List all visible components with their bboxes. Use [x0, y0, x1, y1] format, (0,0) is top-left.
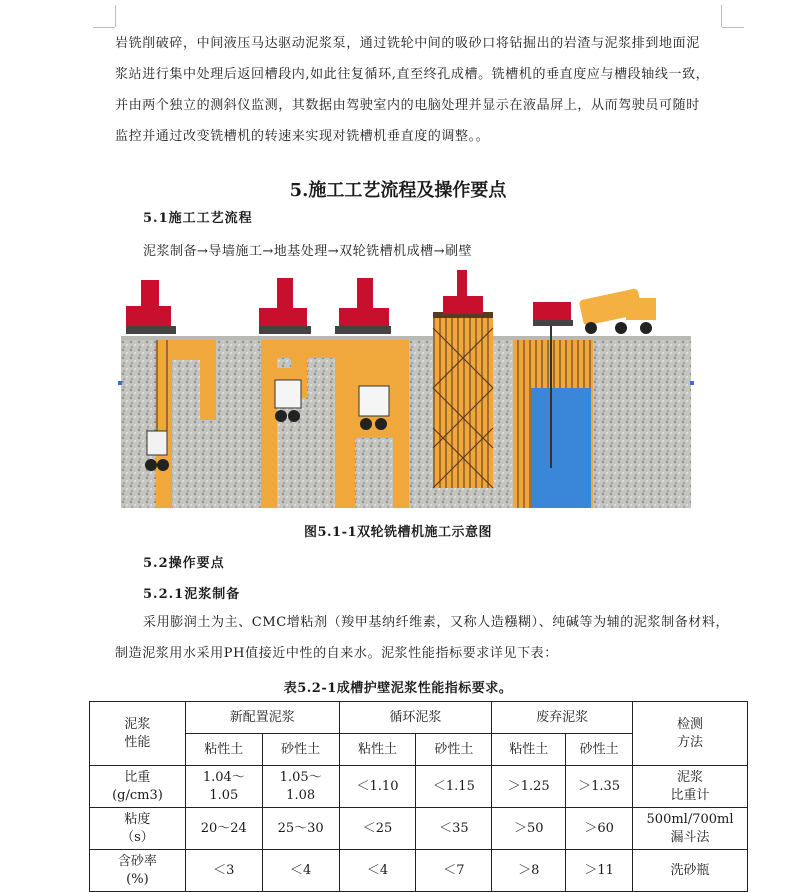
- header-group: 新配置泥浆: [185, 702, 339, 734]
- table-cell: ＞1.35: [566, 766, 633, 808]
- crop-mark-right-h: [722, 27, 744, 28]
- section-5-2-1-heading: 5.2.1泥浆制备: [143, 587, 241, 602]
- table-cell: ＜4: [262, 850, 339, 892]
- selection-handle[interactable]: [690, 381, 694, 385]
- table-row-sand-content: [90, 850, 748, 892]
- table-cell: ＞60: [566, 808, 633, 850]
- intro-line: 岩铣削破碎，中间液压马达驱动泥浆泵，通过铣轮中间的吸砂口将钻掘出的岩渣与泥浆排到地面泥: [115, 36, 700, 51]
- crop-mark-left-h: [93, 27, 115, 28]
- intro-line: 监控并通过改变铣槽机的转速来实现对铣槽机垂直度的调整。。: [115, 129, 490, 144]
- section-5-1-heading: 5.1施工工艺流程: [143, 211, 253, 226]
- table-cell: ＜4: [339, 850, 416, 892]
- process-flow: 泥浆制备→导墙施工→地基处理→双轮铣槽机成槽→刷壁: [143, 244, 473, 259]
- header-soil: 粘性土: [185, 734, 262, 766]
- table-cell: ＜35: [416, 808, 492, 850]
- header-corner: 泥浆 性能: [90, 702, 186, 766]
- selection-handle[interactable]: [118, 381, 122, 385]
- slurry-performance-table: [89, 701, 748, 892]
- table-caption: 表5.2-1成槽护壁泥浆性能指标要求。: [283, 681, 513, 696]
- slurry-line: 制造泥浆用水采用PH值接近中性的自来水。泥浆性能指标要求详见下表：: [115, 646, 558, 661]
- table-cell: 1.05～ 1.08: [262, 766, 339, 808]
- trench-cutter-diagram: [121, 268, 691, 508]
- row-label: 粘度 （s）: [90, 808, 186, 850]
- table-cell: 25～30: [262, 808, 339, 850]
- intro-line: 并由两个独立的测斜仪监测，其数据由驾驶室内的电脑处理并显示在液晶屏上，从而驾驶员可随时: [115, 98, 700, 113]
- table-cell: ＜3: [185, 850, 262, 892]
- section-5-heading: 5.施工工艺流程及操作要点: [289, 180, 507, 201]
- table-cell: 20～24: [185, 808, 262, 850]
- header-group: 循环泥浆: [339, 702, 492, 734]
- table-cell: ＜7: [416, 850, 492, 892]
- table-row-density: [90, 766, 748, 808]
- figure-caption: 图5.1-1双轮铣槽机施工示意图: [303, 525, 493, 540]
- method-cell: 泥浆 比重计: [633, 766, 748, 808]
- section-5-2-heading: 5.2操作要点: [143, 556, 225, 571]
- header-soil: 砂性土: [416, 734, 492, 766]
- slurry-line: 采用膨润土为主、CMC增粘剂（羧甲基纳纤维素，又称人造糨糊）、纯碱等为辅的泥浆制备材料，: [143, 615, 730, 630]
- header-soil: 砂性土: [262, 734, 339, 766]
- table-cell: ＞1.25: [492, 766, 566, 808]
- header-method: 检测 方法: [633, 702, 748, 766]
- header-soil: 粘性土: [339, 734, 416, 766]
- header-group: 废弃泥浆: [492, 702, 633, 734]
- method-cell: 500ml/700ml 漏斗法: [633, 808, 748, 850]
- intro-paragraph: [115, 28, 721, 152]
- stage-4: [433, 270, 493, 488]
- table-cell: ＜1.15: [416, 766, 492, 808]
- method-cell: 洗砂瓶: [633, 850, 748, 892]
- crop-mark-left: [115, 5, 116, 27]
- header-soil: 砂性土: [566, 734, 633, 766]
- header-soil: 粘性土: [492, 734, 566, 766]
- row-label: 含砂率 (%): [90, 850, 186, 892]
- row-label: 比重 (g/cm3): [90, 766, 186, 808]
- table-cell: ＞11: [566, 850, 633, 892]
- table-cell: ＜1.10: [339, 766, 416, 808]
- crop-mark-right: [721, 5, 722, 27]
- table-cell: ＞8: [492, 850, 566, 892]
- table-cell: ＞50: [492, 808, 566, 850]
- table-cell: ＜25: [339, 808, 416, 850]
- slurry-paragraph: [115, 607, 735, 669]
- table-row-viscosity: [90, 808, 748, 850]
- table-cell: 1.04～ 1.05: [185, 766, 262, 808]
- table-header-row: [90, 702, 748, 734]
- intro-line: 浆站进行集中处理后返回槽段内,如此往复循环,直至终孔成槽。铣槽机的垂直度应与槽段轴线一致，: [115, 67, 710, 82]
